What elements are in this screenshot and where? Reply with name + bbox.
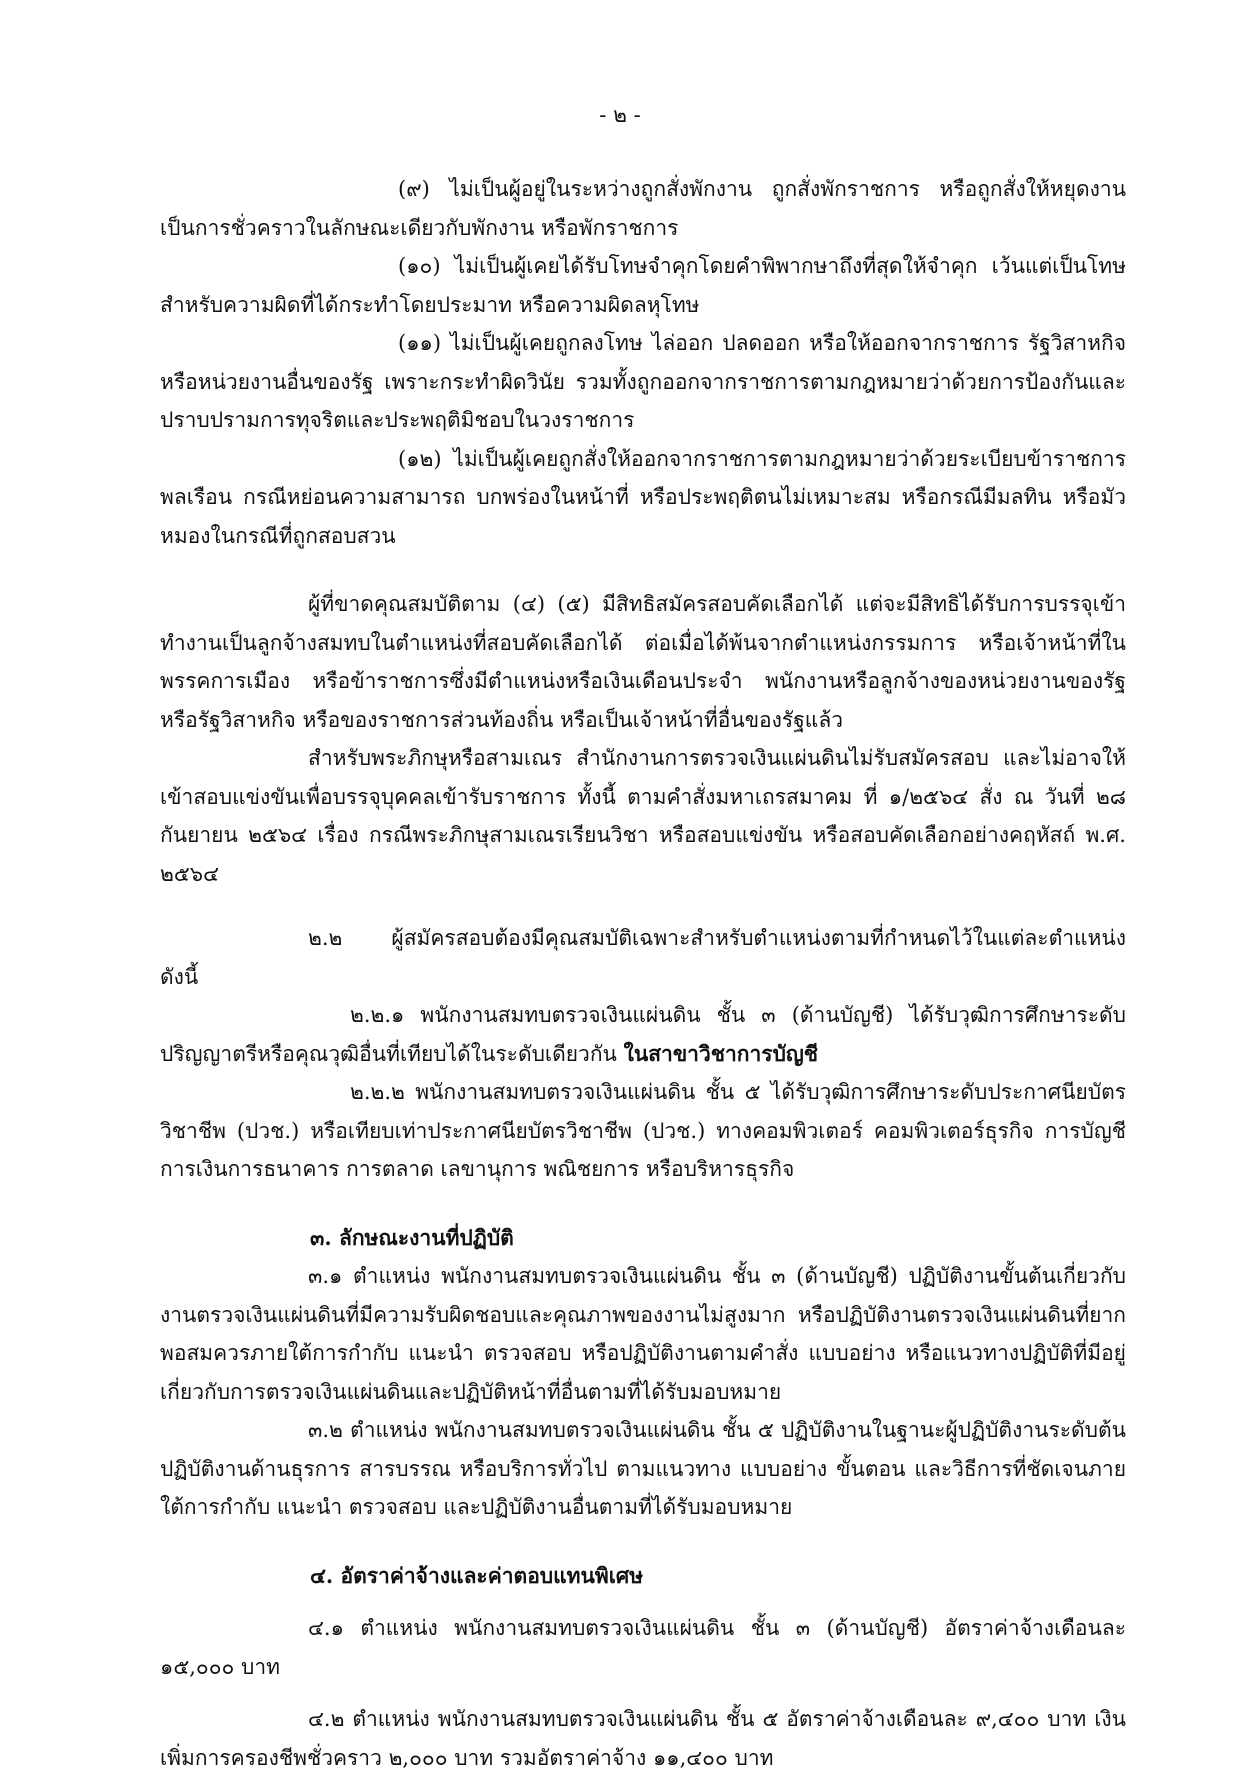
section-3-2: ๓.๒ ตำแหน่ง พนักงานสมทบตรวจเงินแผ่นดิน ชั้น ๕ ปฏิบัติงานในฐานะผู้ปฏิบัติงานระดับต้น ปฏิบัติงานด้านธุรการ สารบรรณ หรือบริการทั่วไป ตามแนวทาง แบบอย่าง ขั้นตอน และวิธีการที่ชัดเจนภายใต้การกำกับ แนะนำ ตรวจสอบ และปฏิบัติงานอื่นตามที่ได้รับมอบหมาย — [160, 1418, 1126, 1519]
heading-section-3: ๓. ลักษณะงานที่ปฏิบัติ — [310, 1224, 514, 1250]
monk-paragraph: สำหรับพระภิกษุหรือสามเณร สำนักงานการตรวจเงินแผ่นดินไม่รับสมัครสอบ และไม่อาจให้เข้าสอบแข่งขันเพื่อบรรจุบุคคลเข้ารับราชการ ทั้งนี้ ตามคำสั่งมหาเถรสมาคม ที่ ๑/๒๕๖๔ สั่ง ณ วันที่ ๒๘ กันยายน ๒๕๖๔ เรื่อง กรณีพระภิกษุสามเณรเรียนวิชา หรือสอบแข่งขัน หรือสอบคัดเลือกอย่างคฤหัสถ์ พ.ศ. ๒๕๖๔ — [160, 746, 1126, 886]
section-2-2-2: ๒.๒.๒ พนักงานสมทบตรวจเงินแผ่นดิน ชั้น ๕ ได้รับวุฒิการศึกษาระดับประกาศนียบัตรวิชาชีพ (ปวช.) หรือเทียบเท่าประกาศนียบัตรวิชาชีพ (ปวช.) ทางคอมพิวเตอร์ คอมพิวเตอร์ธุรกิจ การบัญชี การเงินการธนาคาร การตลาด เลขานุการ พณิชยการ หรือบริหารธุรกิจ — [160, 1080, 1126, 1181]
document-body — [160, 170, 1126, 1777]
section-2-2-1-text: ๒.๒.๑ พนักงานสมทบตรวจเงินแผ่นดิน ชั้น ๓ (ด้านบัญชี) ได้รับวุฒิการศึกษาระดับปริญญาตรีหรือคุณวุฒิอื่นที่เทียบได้ในระดับเดียวกัน — [160, 1003, 1126, 1066]
section-4-1: ๔.๑ ตำแหน่ง พนักงานสมทบตรวจเงินแผ่นดิน ชั้น ๓ (ด้านบัญชี) อัตราค่าจ้างเดือนละ ๑๕,๐๐๐ บาท — [160, 1616, 1126, 1679]
section-2-2-1 — [160, 996, 1126, 1073]
qualification-11: (๑๑) ไม่เป็นผู้เคยถูกลงโทษ ไล่ออก ปลดออก หรือให้ออกจากราชการ รัฐวิสาหกิจ หรือหน่วยงานอื่นของรัฐ เพราะกระทำผิดวินัย รวมทั้งถูกออกจากราชการตามกฎหมายว่าด้วยการป้องกันและปราบปรามการทุจริตและประพฤติมิชอบในวงราชการ — [160, 331, 1126, 432]
section-3-1: ๓.๑ ตำแหน่ง พนักงานสมทบตรวจเงินแผ่นดิน ชั้น ๓ (ด้านบัญชี) ปฏิบัติงานขั้นต้นเกี่ยวกับงานตรวจเงินแผ่นดินที่มีความรับผิดชอบและคุณภาพของงานไม่สูงมาก หรือปฏิบัติงานตรวจเงินแผ่นดินที่ยากพอสมควรภายใต้การกำกับ แนะนำ ตรวจสอบ หรือปฏิบัติงานตามคำสั่ง แบบอย่าง หรือแนวทางปฏิบัติที่มีอยู่เกี่ยวกับการตรวจเงินแผ่นดินและปฏิบัติหน้าที่อื่นตามที่ได้รับมอบหมาย — [160, 1264, 1126, 1404]
section-2-2: ๒.๒ ผู้สมัครสอบต้องมีคุณสมบัติเฉพาะสำหรับตำแหน่งตามที่กำหนดไว้ในแต่ละตำแหน่ง ดังนี้ — [160, 926, 1126, 989]
lacking-qualification-paragraph: ผู้ที่ขาดคุณสมบัติตาม (๔) (๕) มีสิทธิสมัครสอบคัดเลือกได้ แต่จะมีสิทธิได้รับการบรรจุเข้าทำงานเป็นลูกจ้างสมทบในตำแหน่งที่สอบคัดเลือกได้ ต่อเมื่อได้พ้นจากตำแหน่งกรรมการ หรือเจ้าหน้าที่ในพรรคการเมือง หรือข้าราชการซึ่งมีตำแหน่งหรือเงินเดือนประจำ พนักงานหรือลูกจ้างของหน่วยงานของรัฐหรือรัฐวิสาหกิจ หรือของราชการส่วนท้องถิ่น หรือเป็นเจ้าหน้าที่อื่นของรัฐแล้ว — [160, 592, 1126, 732]
section-4-2: ๔.๒ ตำแหน่ง พนักงานสมทบตรวจเงินแผ่นดิน ชั้น ๕ อัตราค่าจ้างเดือนละ ๙,๔๐๐ บาท เงินเพิ่มการครองชีพชั่วคราว ๒,๐๐๐ บาท รวมอัตราค่าจ้าง ๑๑,๔๐๐ บาท — [160, 1707, 1126, 1770]
page-number: - ๒ - — [599, 103, 641, 127]
qualification-10: (๑๐) ไม่เป็นผู้เคยได้รับโทษจำคุกโดยคำพิพากษาถึงที่สุดให้จำคุก เว้นแต่เป็นโทษสำหรับความผิดที่ได้กระทำโดยประมาท หรือความผิดลหุโทษ — [160, 254, 1126, 317]
qualification-12: (๑๒) ไม่เป็นผู้เคยถูกสั่งให้ออกจากราชการตามกฎหมายว่าด้วยระเบียบข้าราชการพลเรือน กรณีหย่อนความสามารถ บกพร่องในหน้าที่ หรือประพฤติตนไม่เหมาะสม หรือกรณีมีมลทิน หรือมัวหมองในกรณีที่ถูกสอบสวน — [160, 446, 1126, 548]
heading-section-4: ๔. อัตราค่าจ้างและค่าตอบแทนพิเศษ — [310, 1562, 644, 1588]
section-2-2-1-bold: ในสาขาวิชาการบัญชี — [623, 1040, 819, 1066]
qualification-9: (๙) ไม่เป็นผู้อยู่ในระหว่างถูกสั่งพักงาน ถูกสั่งพักราชการ หรือถูกสั่งให้หยุดงาน เป็นการชั่วคราวในลักษณะเดียวกับพักงาน หรือพักราชการ — [160, 177, 1126, 240]
